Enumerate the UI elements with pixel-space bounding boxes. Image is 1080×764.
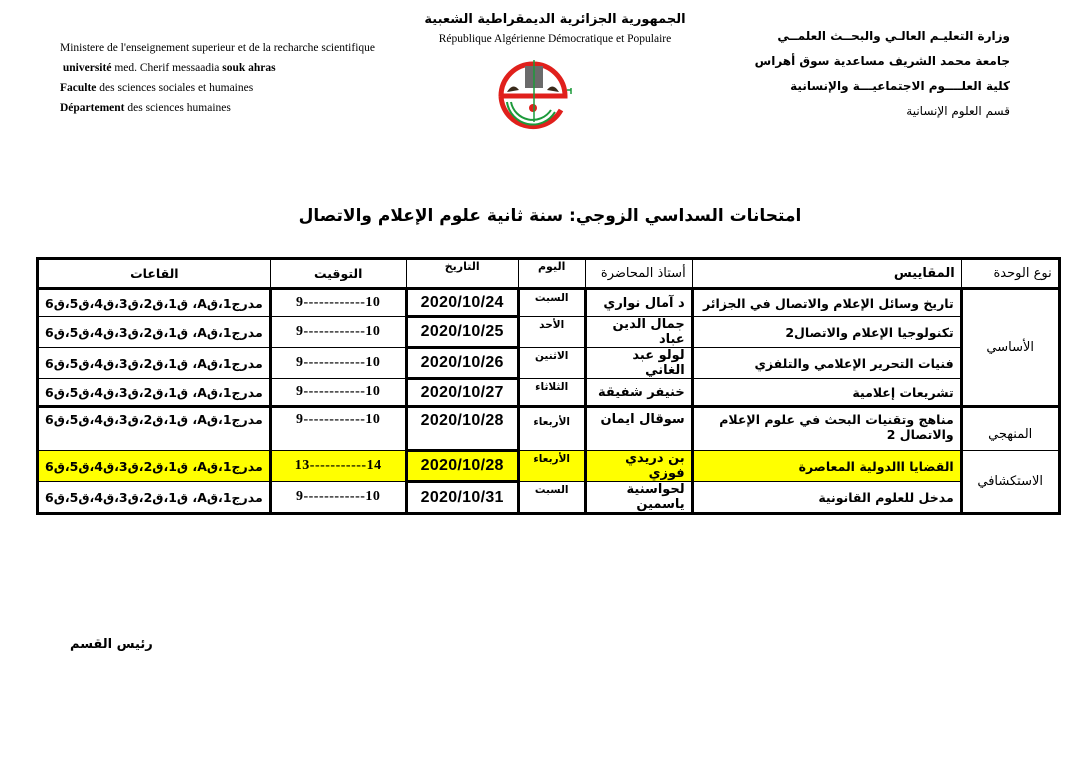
unit-cell: الأساسي: [961, 289, 1059, 407]
day-cell: الأحد: [518, 317, 585, 348]
time-cell: 9------------10: [270, 379, 406, 407]
exam-schedule-table: [36, 257, 1061, 515]
table-row: [38, 317, 1060, 348]
table-row: [38, 482, 1060, 514]
header-unit: نوع الوحدة: [961, 259, 1059, 289]
republic-french: République Algérienne Démocratique et Populaire: [438, 33, 672, 45]
table-row: [38, 379, 1060, 407]
header-date: التاريخ: [406, 259, 518, 289]
rooms-cell: مدرج1،قA، ق1،ق2،ق3،ق4،ق5،ق6: [38, 451, 271, 482]
time-cell: 9------------10: [270, 482, 406, 514]
header-time: التوقيت: [270, 259, 406, 289]
date-cell: 2020/10/28: [406, 407, 518, 451]
table-header-row: [38, 259, 1060, 289]
table-row: [38, 407, 1060, 451]
rooms-cell: مدرج1،قA، ق1،ق2،ق3،ق4،ق5،ق6: [38, 482, 271, 514]
professor-cell: د آمال نواري: [585, 289, 692, 317]
department-line: Département des sciences humaines: [60, 102, 231, 114]
page-title: امتحانات السداسي الزوجي: سنة ثانية علوم الإعلام والاتصال: [298, 206, 802, 226]
university-logo-icon: [487, 52, 579, 134]
professor-cell: سوقال ايمان: [585, 407, 692, 451]
header-day: اليوم: [518, 259, 585, 289]
subject-cell: القضايا االدولية المعاصرة: [692, 451, 961, 482]
subject-cell: تكنولوجيا الإعلام والاتصال2: [692, 317, 961, 348]
ministry-arabic: وزارة التعليـم العالـي والبحــث العلمــي: [777, 29, 1010, 43]
day-cell: السبت: [518, 289, 585, 317]
subject-cell: مناهج وتقنيات البحث في علوم الإعلام والاتصال 2: [692, 407, 961, 451]
time-cell: 9------------10: [270, 348, 406, 379]
header-professor: أستاذ المحاضرة: [585, 259, 692, 289]
header-subject: المقاييس: [692, 259, 961, 289]
faculty-arabic: كلية العلــــوم الاجتماعيـــة والإنسانية: [790, 79, 1010, 93]
professor-cell: خنيفر شفيقة: [585, 379, 692, 407]
table-row: [38, 348, 1060, 379]
university-line: université med. Cherif messaadia souk ahras: [62, 62, 276, 74]
professor-cell: لولو عبد الغاني: [585, 348, 692, 379]
university-arabic: جامعة محمد الشريف مساعدية سوق أهراس: [754, 54, 1010, 68]
time-cell: 13-----------14: [270, 451, 406, 482]
table-row-highlighted: [38, 451, 1060, 482]
time-cell: 9------------10: [270, 407, 406, 451]
unit-cell: الاستكشافي: [961, 451, 1059, 514]
day-cell: الأربعاء: [518, 451, 585, 482]
date-cell: 2020/10/27: [406, 379, 518, 407]
day-cell: الأربعاء: [518, 407, 585, 451]
subject-cell: تاريخ وسائل الإعلام والاتصال في الجزائر: [692, 289, 961, 317]
table-row: [38, 289, 1060, 317]
header-right-arabic: [755, 24, 1010, 124]
rooms-cell: مدرج1،قA، ق1،ق2،ق3،ق4،ق5،ق6: [38, 348, 271, 379]
time-cell: 9------------10: [270, 317, 406, 348]
date-cell: 2020/10/31: [406, 482, 518, 514]
rooms-cell: مدرج1،قA، ق1،ق2،ق3،ق4،ق5،ق6: [38, 317, 271, 348]
ministry-line: Ministere de l'enseignement superieur et de la recharche scientifique: [60, 42, 375, 54]
date-cell: 2020/10/24: [406, 289, 518, 317]
date-cell: 2020/10/26: [406, 348, 518, 379]
day-cell: الثلاثاء: [518, 379, 585, 407]
department-arabic: قسم العلوم الإنسانية: [906, 104, 1010, 118]
day-cell: السبت: [518, 482, 585, 514]
department-head-signature: رئيس القسم: [70, 637, 153, 652]
republic-arabic: الجمهورية الجزائرية الديمقراطية الشعبية: [424, 12, 686, 27]
professor-cell: بن دريدي فوزي: [585, 451, 692, 482]
subject-cell: مدخل للعلوم القانونية: [692, 482, 961, 514]
rooms-cell: مدرج1،قA، ق1،ق2،ق3،ق4،ق5،ق6: [38, 289, 271, 317]
time-cell: 9------------10: [270, 289, 406, 317]
header-center: [420, 10, 690, 48]
rooms-cell: مدرج1،قA، ق1،ق2،ق3،ق4،ق5،ق6: [38, 379, 271, 407]
day-cell: الاثنين: [518, 348, 585, 379]
professor-cell: لحواسنية ياسمين: [585, 482, 692, 514]
subject-cell: فنيات التحرير الإعلامي والتلفزي: [692, 348, 961, 379]
professor-cell: جمال الدين عباد: [585, 317, 692, 348]
date-cell: 2020/10/25: [406, 317, 518, 348]
header-rooms: القاعات: [38, 259, 271, 289]
header-left-french: [60, 38, 375, 118]
rooms-cell: مدرج1،قA، ق1،ق2،ق3،ق4،ق5،ق6: [38, 407, 271, 451]
date-cell: 2020/10/28: [406, 451, 518, 482]
faculty-line: Faculte des sciences sociales et humaines: [60, 82, 254, 94]
unit-cell: المنهجي: [961, 407, 1059, 451]
subject-cell: تشريعات إعلامية: [692, 379, 961, 407]
